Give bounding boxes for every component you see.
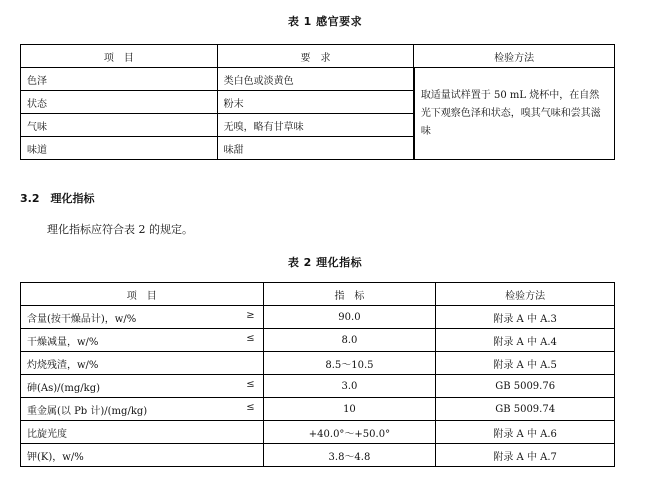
sensory-requirements-table [20,44,615,160]
table2-caption: 表 2 理化指标 [287,256,363,269]
row-value: 8.0 [263,329,436,352]
header-method: 检验方法 [414,45,615,68]
table-header-row [21,283,615,306]
table-row [21,329,615,352]
row-value: +40.0°～+50.0° [263,421,436,444]
table-row [21,444,615,467]
item-label: 砷(As)/(mg/kg) [27,382,101,394]
comparison-symbol: ≤ [246,402,255,413]
row-item [21,329,264,352]
section-heading: 3.2 理化指标 [20,192,95,205]
row-method: 附录 A 中 A.5 [436,352,615,375]
row-item: 色泽 [21,68,218,91]
table-row [21,398,615,421]
comparison-symbol: ≤ [246,333,255,344]
header-index: 指 标 [263,283,436,306]
row-value: 3.0 [263,375,436,398]
row-requirement: 粉末 [217,91,414,114]
row-method: 附录 A 中 A.4 [436,329,615,352]
header-method: 检验方法 [436,283,615,306]
comparison-symbol: ≤ [246,379,255,390]
item-label: 钾(K)，w/% [27,451,84,463]
header-item: 项 目 [21,283,264,306]
row-item [21,421,264,444]
row-item [21,444,264,467]
row-requirement: 无嗅，略有甘草味 [217,114,414,137]
row-method: 附录 A 中 A.6 [436,421,615,444]
header-requirement: 要 求 [217,45,414,68]
physicochemical-table [20,282,615,467]
item-label: 重金属(以 Pb 计)/(mg/kg) [27,405,148,417]
section-text: 理化指标应符合表 2 的规定。 [47,223,193,236]
table-row [21,68,615,91]
row-method: GB 5009.76 [436,375,615,398]
row-method: GB 5009.74 [436,398,615,421]
row-value: 8.5～10.5 [263,352,436,375]
row-value: 90.0 [263,306,436,329]
row-item [21,398,264,421]
item-label: 比旋光度 [27,428,67,440]
row-value: 3.8～4.8 [263,444,436,467]
table-row [21,306,615,329]
table-row [21,421,615,444]
table-row [21,375,615,398]
row-item: 气味 [21,114,218,137]
header-item: 项 目 [21,45,218,68]
method-cell: 取适量试样置于 50 mL 烧杯中，在自然光下观察色泽和状态，嗅其气味和尝其滋味 [414,68,615,160]
row-value: 10 [263,398,436,421]
row-method: 附录 A 中 A.3 [436,306,615,329]
row-item [21,306,264,329]
table1-caption: 表 1 感官要求 [287,15,363,28]
table-header-row [21,45,615,68]
item-label: 干燥减量，w/% [27,336,99,348]
item-label: 灼烧残渣，w/% [27,359,99,371]
row-item [21,375,264,398]
row-requirement: 类白色或淡黄色 [217,68,414,91]
row-item: 状态 [21,91,218,114]
comparison-symbol: ≥ [246,310,255,321]
row-item: 味道 [21,137,218,160]
table-row [21,352,615,375]
row-requirement: 味甜 [217,137,414,160]
row-method: 附录 A 中 A.7 [436,444,615,467]
row-item [21,352,264,375]
item-label: 含量(按干燥品计)，w/% [27,313,137,325]
